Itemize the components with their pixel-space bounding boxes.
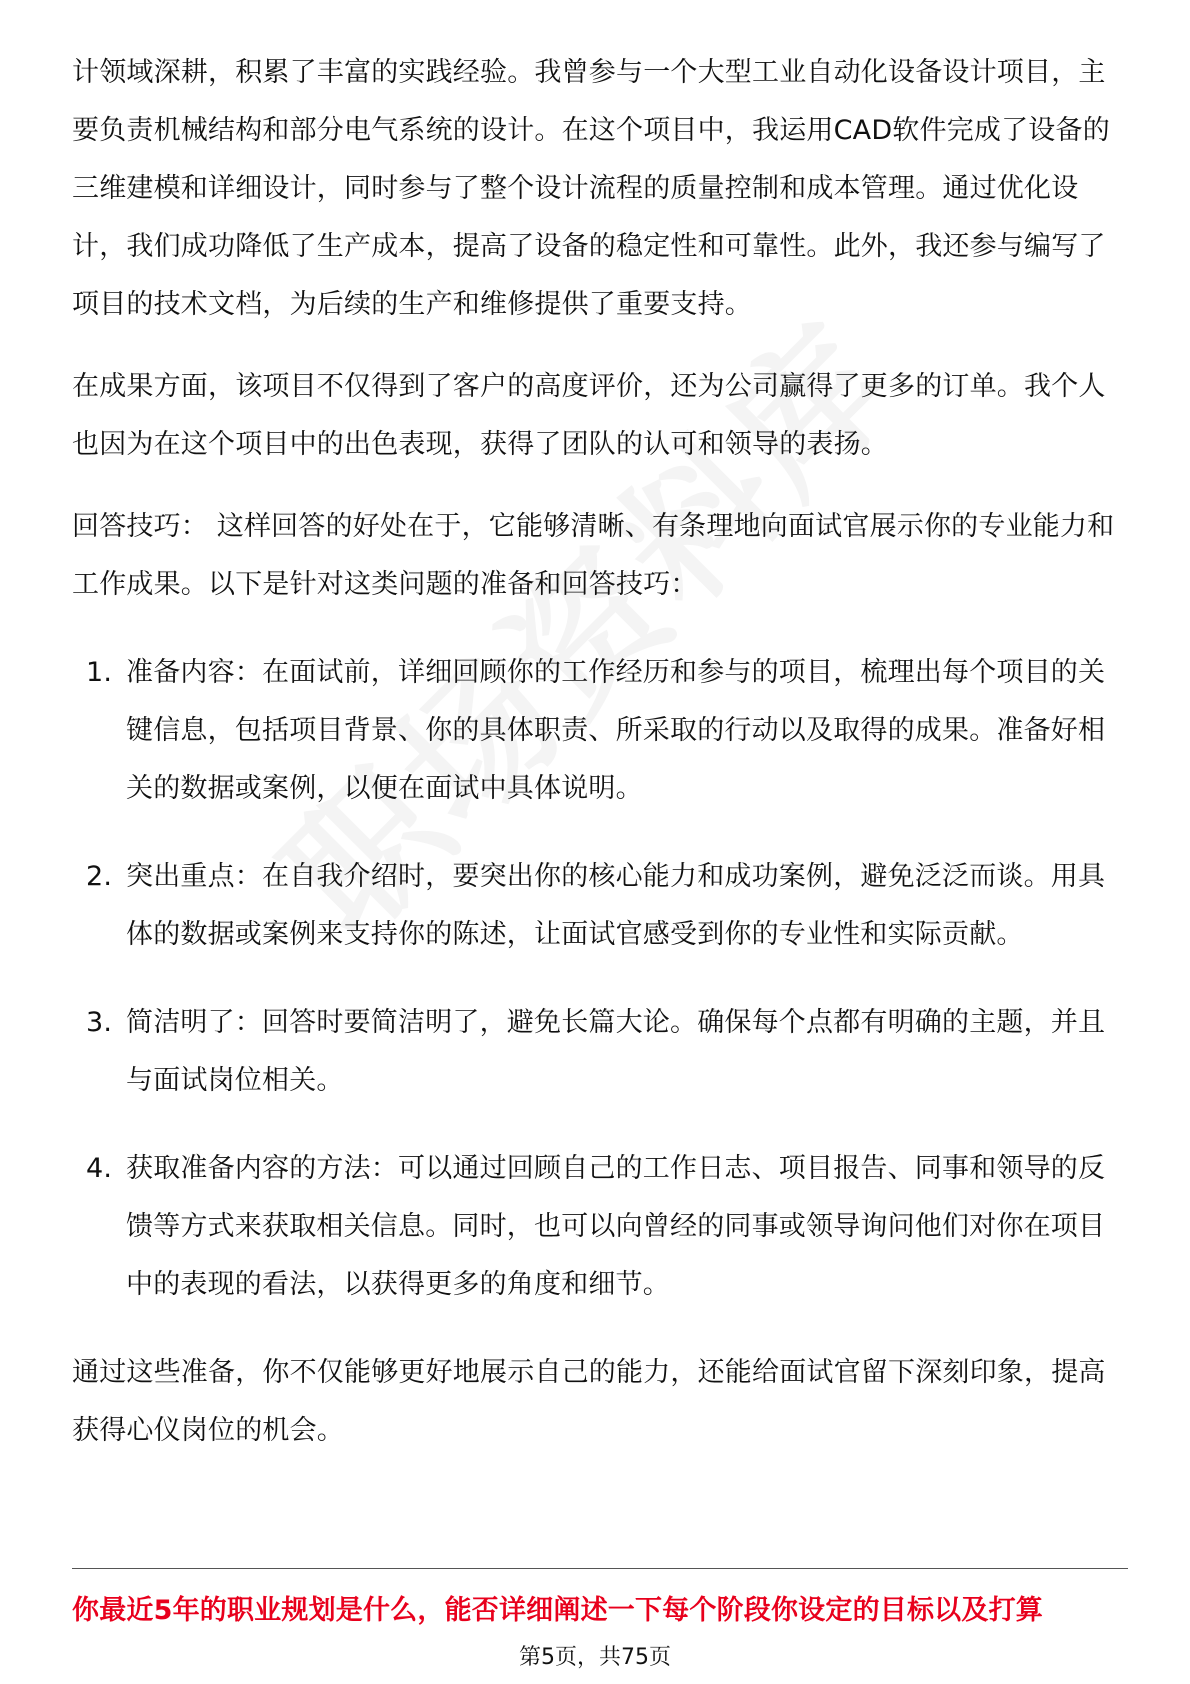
list-item <box>72 1140 1132 1314</box>
paragraph-results: 在成果方面，该项目不仅得到了客户的高度评价，还为公司赢得了更多的订单。我个人也因为在这个项目中的出色表现，获得了团队的认可和领导的表扬。 <box>72 371 1106 460</box>
page-content <box>72 44 1132 1460</box>
list-item-number: 1. <box>86 657 113 688</box>
list-item-text: 突出重点：在自我介绍时，要突出你的核心能力和成功案例，避免泛泛而谈。用具体的数据或案例来支持你的陈述，让面试官感受到你的专业性和实际贡献。 <box>126 861 1106 950</box>
list-item-number: 2. <box>86 861 113 892</box>
list-item-text: 获取准备内容的方法：可以通过回顾自己的工作日志、项目报告、同事和领导的反馈等方式来获取相关信息。同时，也可以向曾经的同事或领导询问他们对你在项目中的表现的看法，以获得更多的角度和细节。 <box>126 1153 1106 1300</box>
list-item-text: 准备内容：在面试前，详细回顾你的工作经历和参与的项目，梳理出每个项目的关键信息，包括项目背景、你的具体职责、所采取的行动以及取得的成果。准备好相关的数据或案例，以便在面试中具体说明。 <box>126 657 1106 804</box>
list-item-text: 简洁明了：回答时要简洁明了，避免长篇大论。确保每个点都有明确的主题，并且与面试岗位相关。 <box>126 1007 1106 1096</box>
list-item-number: 4. <box>86 1153 113 1184</box>
tips-list <box>72 644 1132 1314</box>
page-number: 第5页，共75页 <box>519 1645 671 1670</box>
paragraph-intro: 计领域深耕，积累了丰富的实践经验。我曾参与一个大型工业自动化设备设计项目，主要负责机械结构和部分电气系统的设计。在这个项目中，我运用CAD软件完成了设备的三维建模和详细设计，同时参与了整个设计流程的质量控制和成本管理。通过优化设计，我们成功降低了生产成本，提高了设备的稳定性和可靠性。此外，我还参与编写了项目的技术文档，为后续的生产和维修提供了重要支持。 <box>72 57 1110 320</box>
list-item <box>72 848 1132 964</box>
list-item <box>72 644 1132 818</box>
paragraph-conclusion: 通过这些准备，你不仅能够更好地展示自己的能力，还能给面试官留下深刻印象，提高获得心仪岗位的机会。 <box>72 1357 1106 1446</box>
paragraph-tips-intro: 回答技巧： 这样回答的好处在于，它能够清晰、有条理地向面试官展示你的专业能力和工作成果。以下是针对这类问题的准备和回答技巧： <box>72 511 1115 600</box>
list-item-number: 3. <box>86 1007 113 1038</box>
next-question-link[interactable]: 你最近5年的职业规划是什么，能否详细阐述一下每个阶段你设定的目标以及打算 <box>72 1595 1043 1626</box>
footer-divider <box>72 1568 1128 1569</box>
list-item <box>72 994 1132 1110</box>
